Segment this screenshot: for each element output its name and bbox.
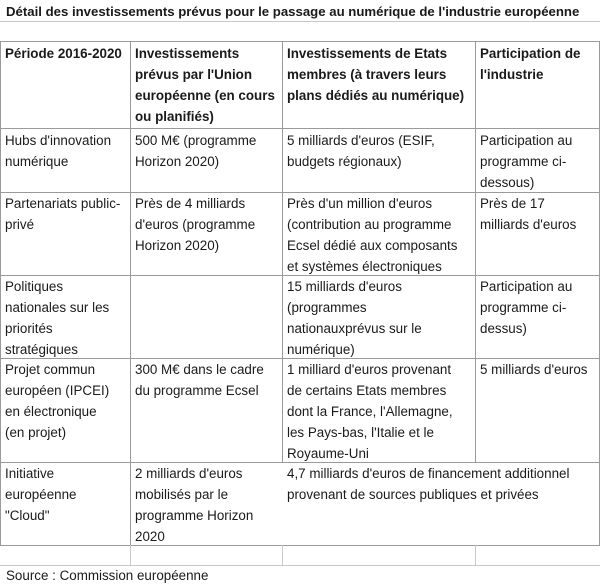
table-cell: 500 M€ (programme Horizon 2020) [135,133,257,169]
table-cell: Partenariats public- privé [5,196,121,232]
header-member-states: Investissements de Etats membres (à travers leurs plans dédiés au numérique) [287,46,465,103]
gridline [130,545,131,565]
table-cell: Près d'un million d'euros (contribution au programme Ecsel dédié aux composants et systèmes électroniques [287,196,458,274]
gridline [0,128,600,129]
table-cell: Projet commun européen (IPCEI) en électronique (en projet) [5,362,110,440]
table-title: Détail des investissements prévus pour le passage au numérique de l'industrie européenne [6,4,580,19]
header-eu-investments: Investissements prévus par l'Union européenne (en cours ou planifiés) [135,46,275,124]
gridline [0,545,600,546]
table-cell-merged: 4,7 milliards d'euros de financement additionnel provenant de sources publiques et privées [287,466,570,502]
table-cell: Participation au programme ci- dessus) [480,279,573,336]
table-cell: 5 milliards d'euros [480,362,588,377]
source-note: Source : Commission européenne [6,568,209,583]
table-cell: Près de 17 milliards d'euros [480,196,577,232]
table-cell: Participation au programme ci- dessous) [480,133,573,190]
table-cell: 2 milliards d'euros mobilisés par le programme Horizon 2020 [135,466,254,544]
table-cell: Initiative européenne "Cloud" [5,466,77,523]
table-cell: 1 milliard d'euros provenant de certains Etats membres dont la France, l'Allemagne, les Pays-bas, l'Italie et le Royaume-Uni [287,362,453,461]
gridline [282,545,283,565]
table-cell: Hubs d'innovation numérique [5,133,112,169]
header-industry: Participation de l'industrie [480,46,581,82]
table-cell: Près de 4 milliards d'euros (programme Horizon 2020) [135,196,256,253]
header-period: Période 2016-2020 [5,46,122,61]
gridline [0,21,600,22]
gridline [0,41,600,42]
table-cell: 15 milliards d'euros (programmes nationauxprévus sur le numérique) [287,279,422,357]
gridline [475,41,476,462]
table-cell: 5 milliards d'euros (ESIF, budgets régionaux) [287,133,435,169]
gridline [475,545,476,565]
table-cell: 300 M€ dans le cadre du programme Ecsel [135,362,264,398]
table-cell: Politiques nationales sur les priorités stratégiques [5,279,110,357]
